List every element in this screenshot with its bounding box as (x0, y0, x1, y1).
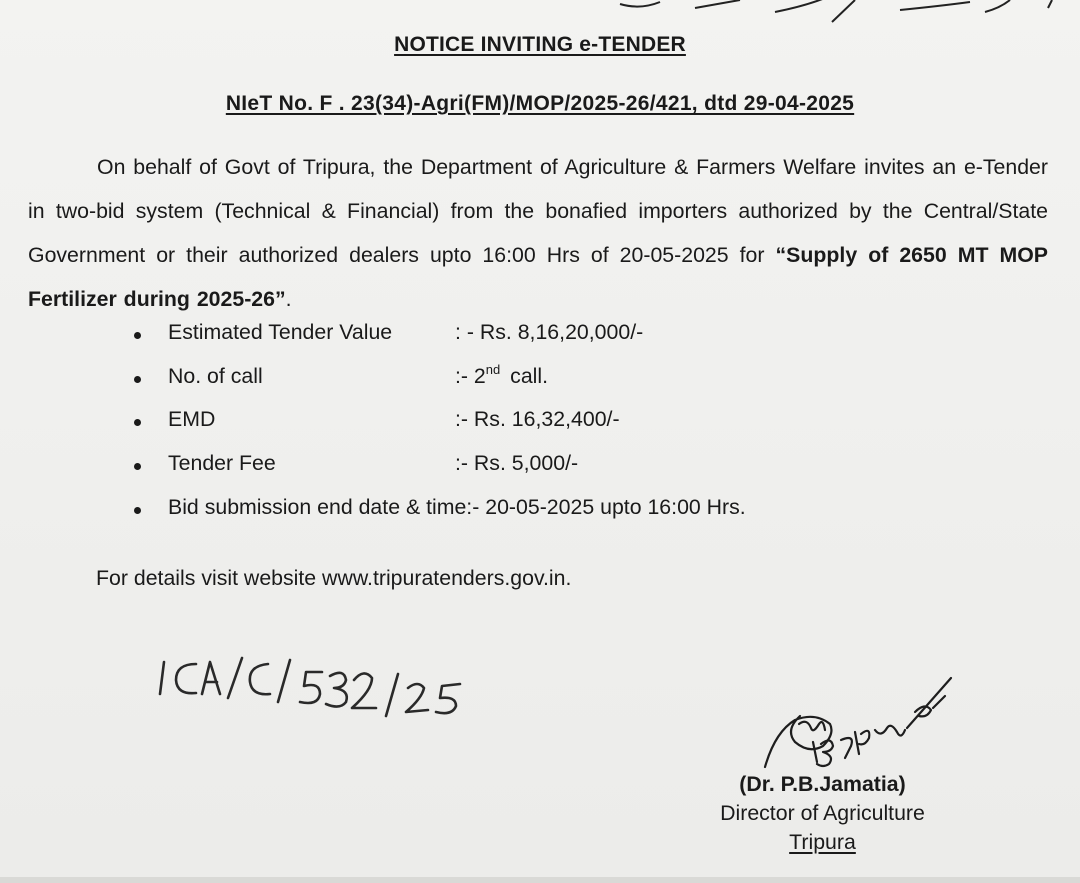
signatory-block (690, 770, 955, 857)
emd-value: :- Rs. 16,32,400/- (455, 407, 620, 432)
signatory-designation: Director of Agriculture (720, 801, 925, 825)
estimated-value-label: Estimated Tender Value (168, 320, 393, 344)
bullet-icon (134, 507, 141, 514)
body-text: On behalf of Govt of Tripura, the Department of Agriculture & Farmers Welfare invites an e-Tender in two-bid system (Technical & Financial) from the bonafied importers authorized by the Central/State Government or their authorized dealers upto 16:00 Hrs of 20-05-2025 for (28, 155, 1048, 267)
notice-body-paragraph (28, 145, 1048, 321)
call-number-prefix: :- 2 (455, 363, 486, 388)
list-item (0, 449, 1080, 493)
signatory-place: Tripura (789, 830, 856, 854)
bid-submission-deadline: Bid submission end date & time:- 20-05-2025 upto 16:00 Hrs. (168, 494, 746, 519)
niet-reference-number: NIeT No. F . 23(34)-Agri(FM)/MOP/2025-26/421, dtd 29-04-2025 (225, 92, 855, 115)
estimated-value: : - Rs. 8,16,20,000/- (455, 320, 644, 344)
list-item (0, 405, 1080, 449)
tender-fee-value: :- Rs. 5,000/- (455, 451, 579, 476)
signatory-name: (Dr. P.B.Jamatia) (739, 772, 906, 796)
tender-details-list (0, 318, 1080, 536)
bullet-icon (134, 332, 141, 339)
list-item (0, 493, 1080, 537)
website-details: For details visit website www.tripuratenders.gov.in. (96, 566, 572, 590)
call-number-suffix: call. (510, 363, 549, 388)
supply-description: “Supply of 2650 MT MOP Fertilizer during 2025-26” (28, 243, 1049, 311)
bullet-icon (134, 463, 141, 470)
emd-label: EMD (168, 407, 216, 432)
bullet-icon (134, 376, 141, 383)
body-end: . (285, 287, 292, 311)
list-item (0, 318, 1080, 362)
tender-fee-label: Tender Fee (168, 451, 276, 476)
call-number-ordinal: nd (485, 361, 501, 377)
list-item (0, 362, 1080, 406)
handwritten-file-number (150, 650, 480, 720)
bullet-icon (134, 419, 141, 426)
call-number-value (455, 361, 549, 389)
page-bottom-edge (0, 877, 1080, 883)
signature-and-date (755, 672, 955, 772)
top-edge-scribble (600, 0, 1080, 30)
call-number-label: No. of call (168, 363, 263, 388)
notice-title: NOTICE INVITING e-TENDER (394, 33, 686, 56)
